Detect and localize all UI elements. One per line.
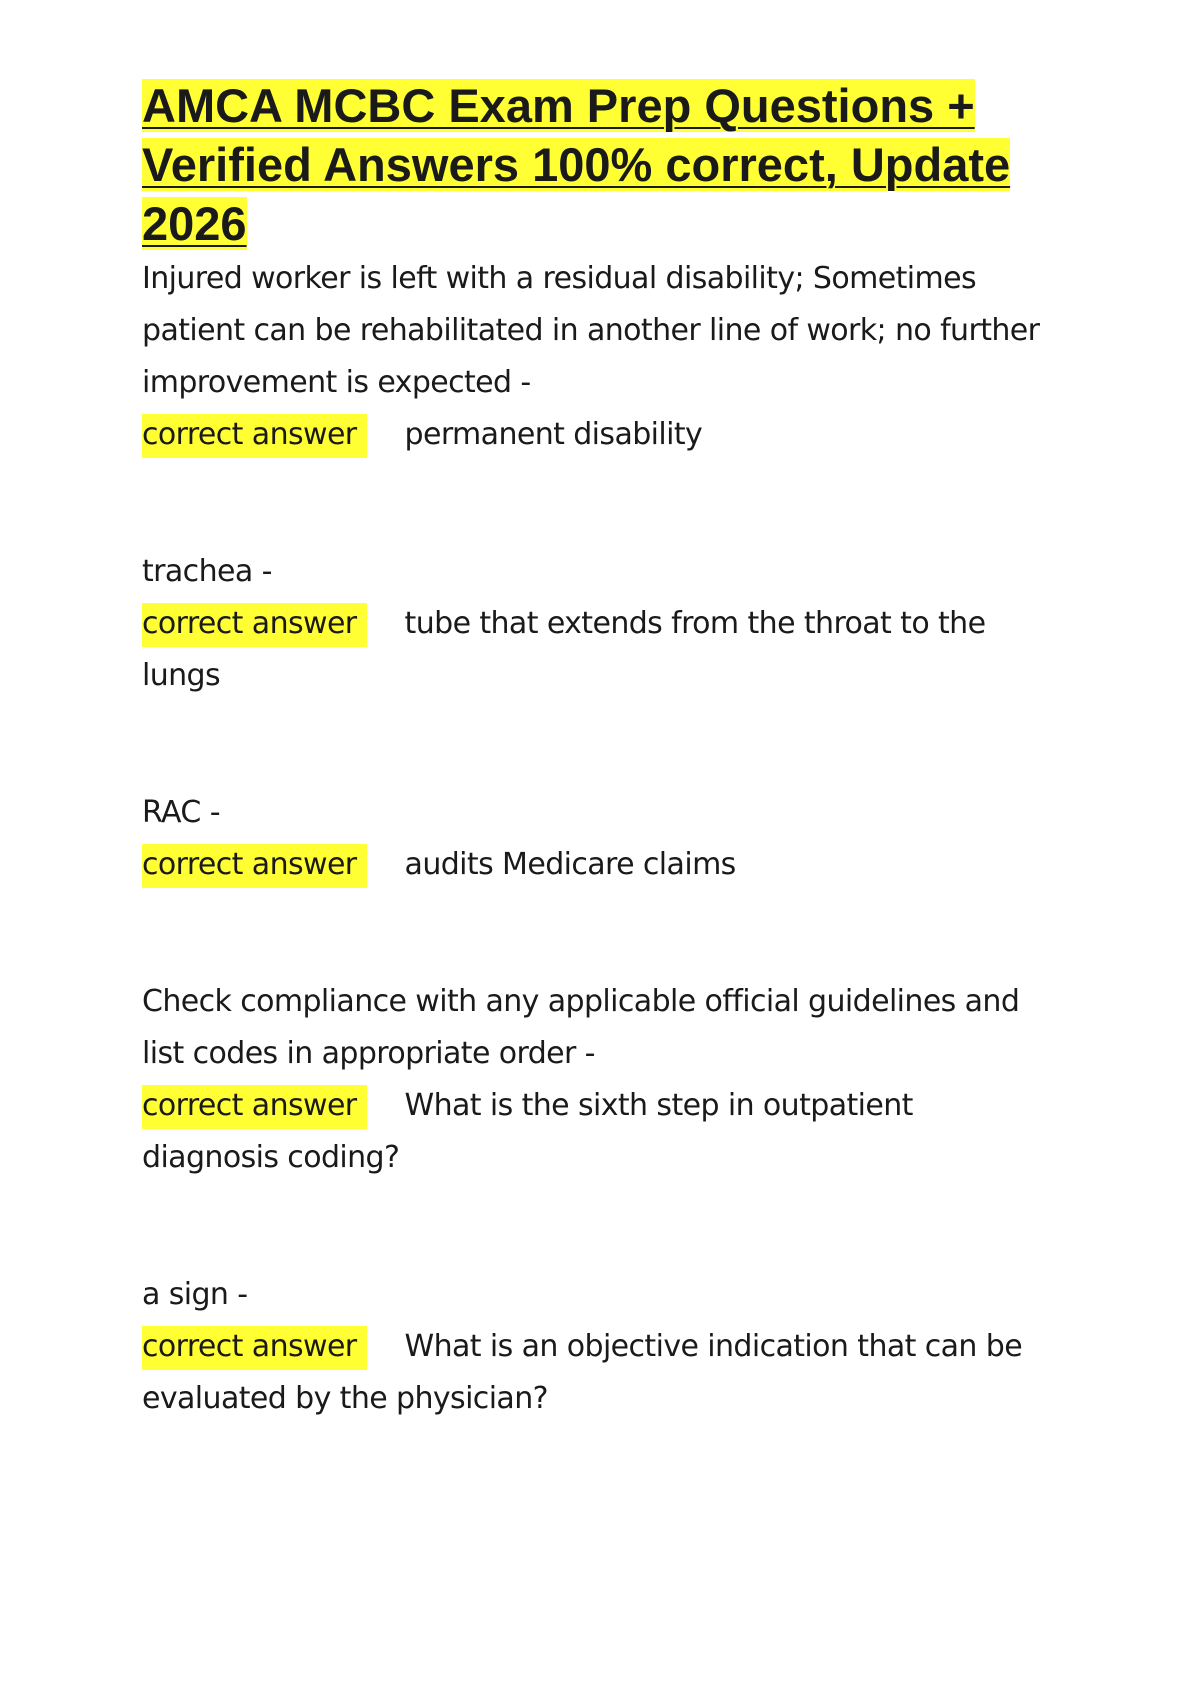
answer-text: tube that extends from the throat to the lungs (142, 606, 986, 693)
question-text: a sign - (142, 1277, 248, 1312)
qa-item (142, 787, 1042, 891)
answer-text: permanent disability (404, 417, 703, 452)
question-text: Check compliance with any applicable official guidelines and list codes in appropriate order - (142, 984, 1020, 1071)
document-page (142, 76, 1042, 1425)
answer-line (142, 409, 1042, 461)
answer-line (142, 598, 1042, 702)
qa-item (142, 546, 1042, 702)
answer-text: audits Medicare claims (404, 847, 736, 882)
question-text: trachea - (142, 554, 272, 589)
qa-item (142, 1269, 1042, 1425)
question-text: RAC - (142, 795, 220, 830)
correct-answer-tag: correct answer (142, 844, 367, 888)
answer-text: What is an objective indication that can be evaluated by the physician? (142, 1329, 1023, 1416)
answer-line (142, 1321, 1042, 1425)
correct-answer-tag: correct answer (142, 1326, 367, 1370)
answer-text: What is the sixth step in outpatient diagnosis coding? (142, 1088, 913, 1175)
correct-answer-tag: correct answer (142, 603, 367, 647)
qa-item (142, 976, 1042, 1184)
question-text: Injured worker is left with a residual disability; Sometimes patient can be rehabilitated in another line of work; no further improvement is expected - (142, 261, 1040, 400)
answer-line (142, 839, 1042, 891)
answer-line (142, 1080, 1042, 1184)
correct-answer-tag: correct answer (142, 414, 367, 458)
correct-answer-tag: correct answer (142, 1085, 367, 1129)
document-title-text: AMCA MCBC Exam Prep Questions + Verified Answers 100% correct, Update 2026 (142, 79, 1011, 250)
document-title (142, 76, 1042, 253)
qa-item (142, 253, 1042, 461)
